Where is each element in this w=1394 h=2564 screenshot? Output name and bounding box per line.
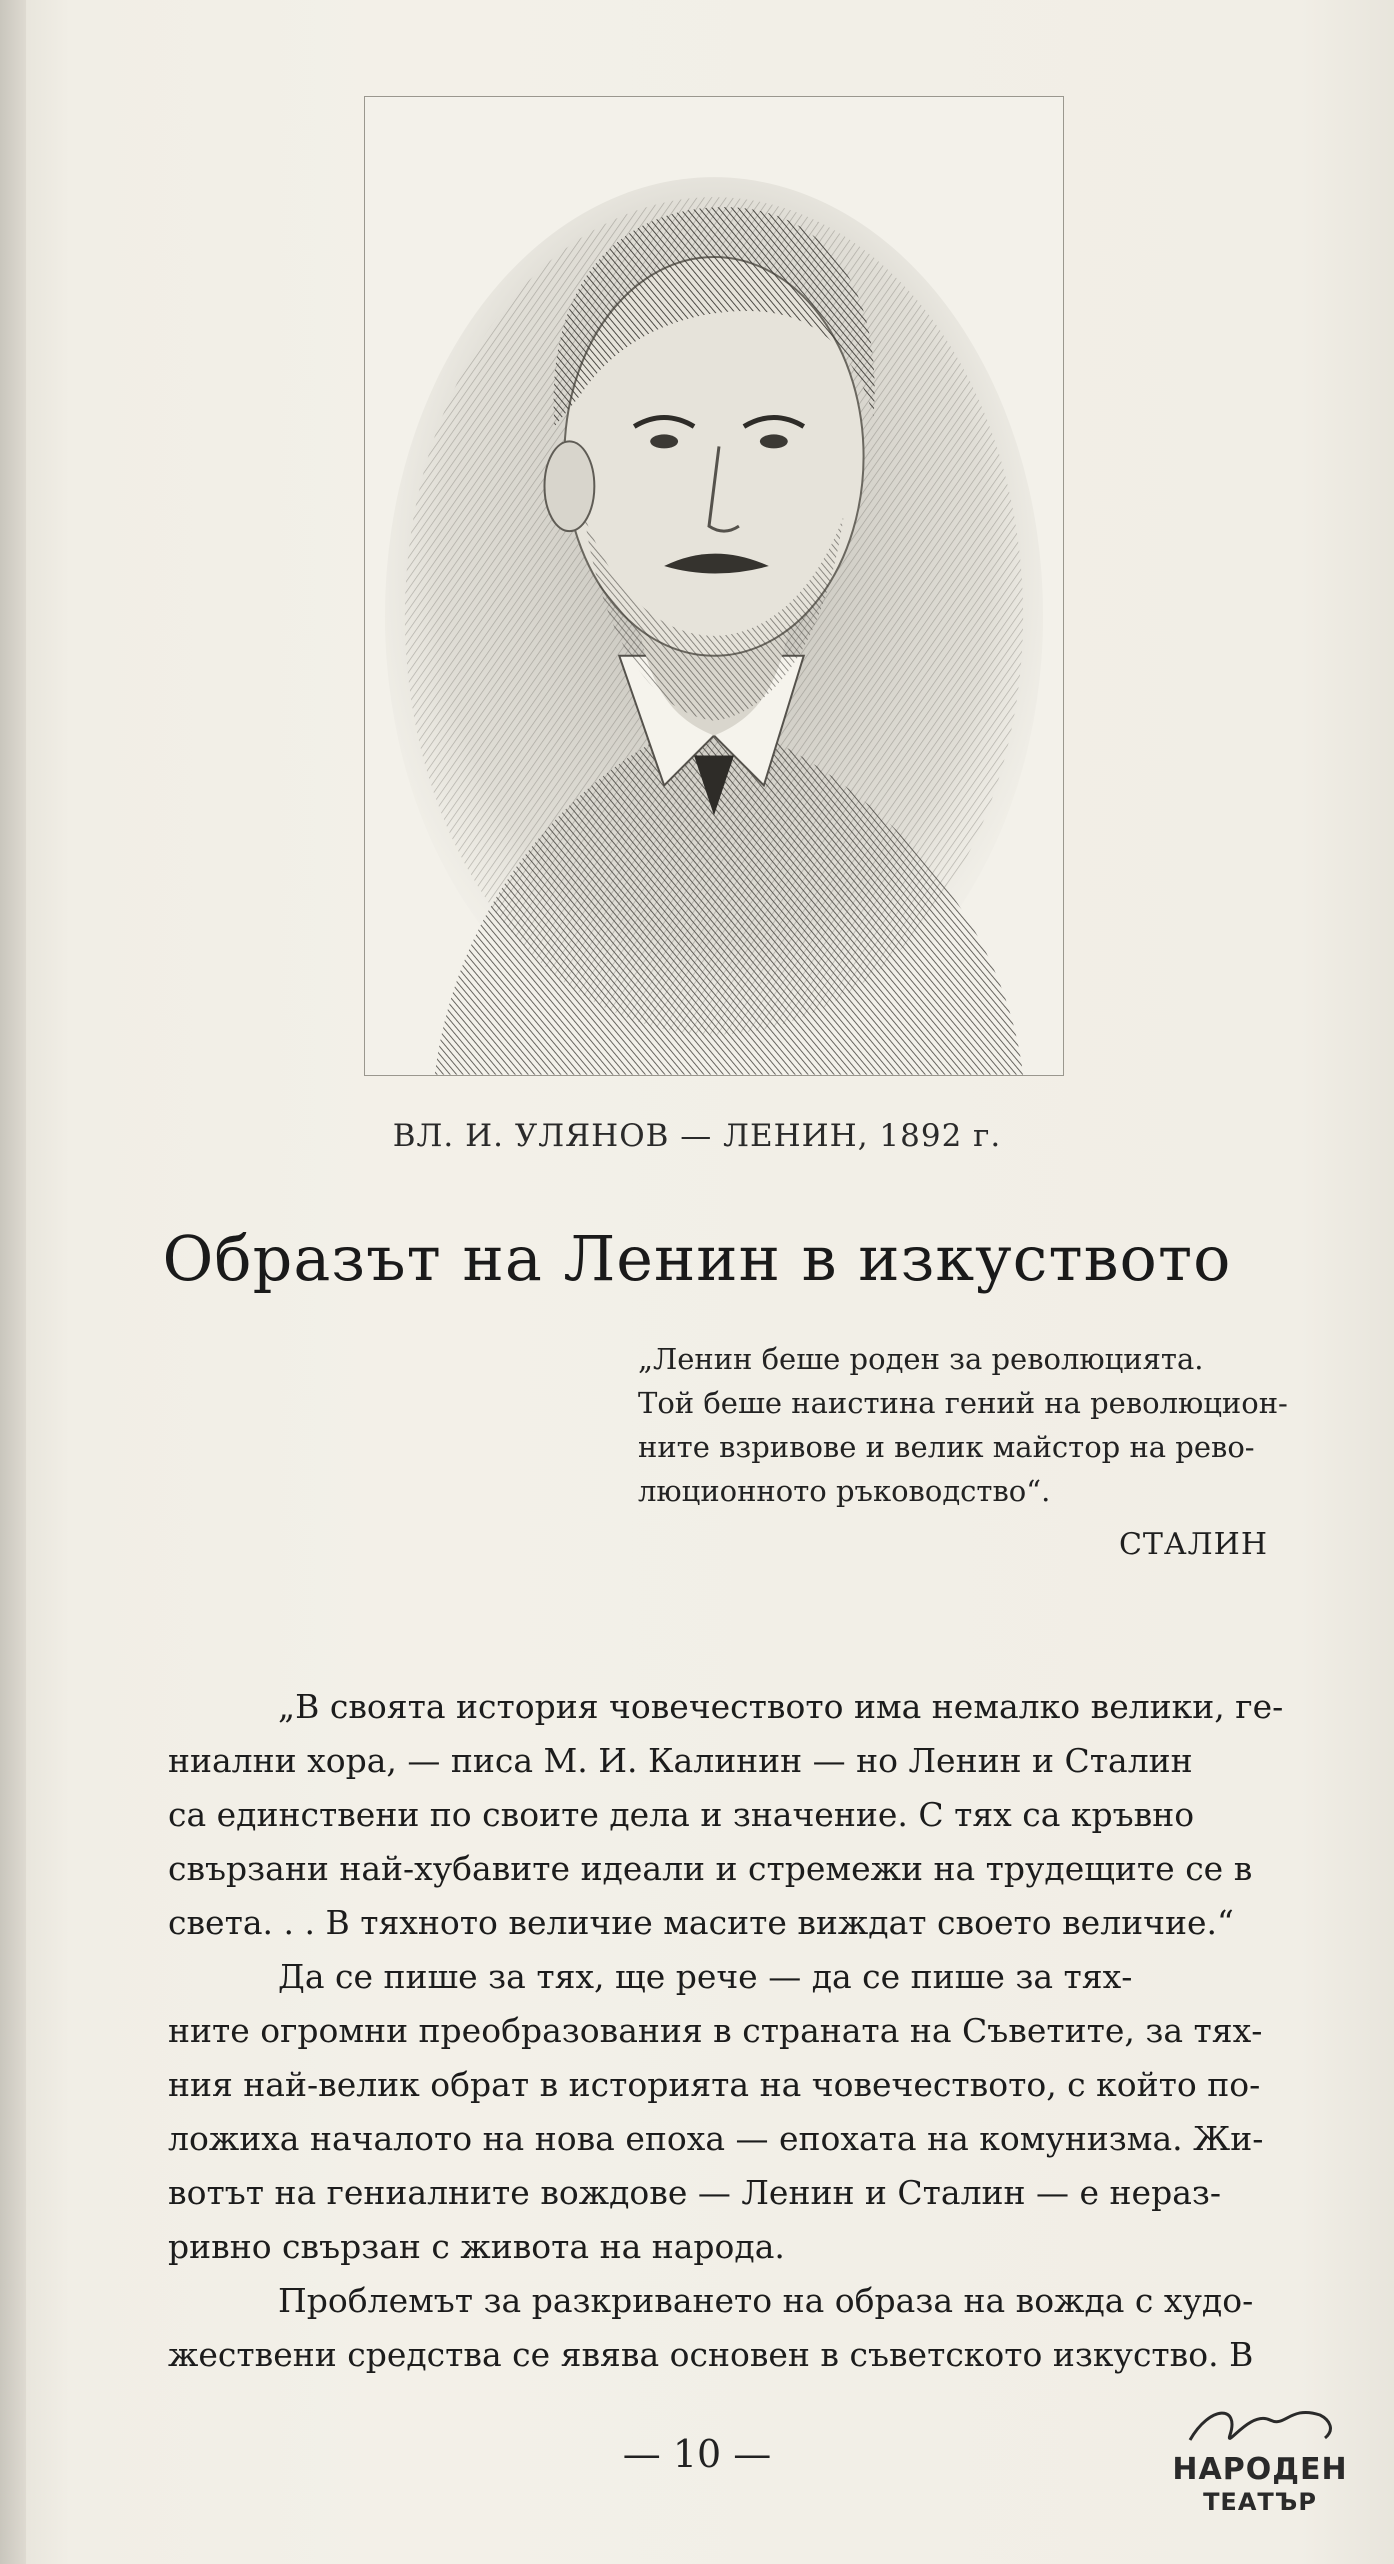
body-line: ложиха началото на нова епоха — епохата на комунизма. Жи- (168, 2119, 1264, 2158)
body-line: ните огромни преобразования в страната на Съветите, за тях- (168, 2011, 1263, 2050)
theatre-stamp (1170, 2400, 1350, 2520)
body-line: „В своята история човечеството има немалко велики, ге- (278, 1687, 1284, 1726)
epigraph-signature: СТАЛИН (1118, 1527, 1268, 1562)
body-line: свързани най-хубавите идеали и стремежи на трудещите се в (168, 1849, 1253, 1888)
epigraph-quote (638, 1337, 1338, 1569)
body-line: ниални хора, — писа М. И. Калинин — но Ленин и Сталин (168, 1741, 1193, 1780)
body-line: жествени средства се явява основен в съветското изкуство. В (168, 2335, 1254, 2374)
epigraph-line: „Ленин беше роден за революцията. (638, 1342, 1204, 1376)
body-line: ния най-велик обрат в историята на човечеството, с който по- (168, 2065, 1261, 2104)
article-title: Образът на Ленин в изкуството (162, 1222, 1232, 1295)
stamp-line-1: НАРОДЕН (1172, 2452, 1348, 2487)
body-line: вотът на гениалните вождове — Ленин и Сталин — е нераз- (168, 2173, 1222, 2212)
epigraph-line: люционното ръководство“. (638, 1474, 1051, 1508)
body-line: света. . . В тяхното величие масите виждат своето величие.“ (168, 1903, 1234, 1942)
epigraph-line: Той беше наистина гений на революцион- (638, 1386, 1288, 1420)
body-line: са единствени по своите дела и значение. С тях са кръвно (168, 1795, 1195, 1834)
body-line: ривно свързан с живота на народа. (168, 2227, 785, 2266)
page-number: — 10 — (622, 2432, 772, 2476)
body-line: Проблемът за разкриването на образа на вожда с худо- (278, 2281, 1254, 2320)
epigraph-line: ните взривове и велик майстор на рево- (638, 1430, 1255, 1464)
article-body (168, 1680, 1348, 2382)
portrait-drawing (365, 97, 1063, 1075)
portrait-image (364, 96, 1064, 1076)
stamp-line-2: ТЕАТЪР (1203, 2488, 1317, 2516)
body-line: Да се пише за тях, ще рече — да се пише за тях- (278, 1957, 1133, 1996)
portrait-caption: ВЛ. И. УЛЯНОВ — ЛЕНИН, 1892 г. (392, 1118, 1002, 1154)
